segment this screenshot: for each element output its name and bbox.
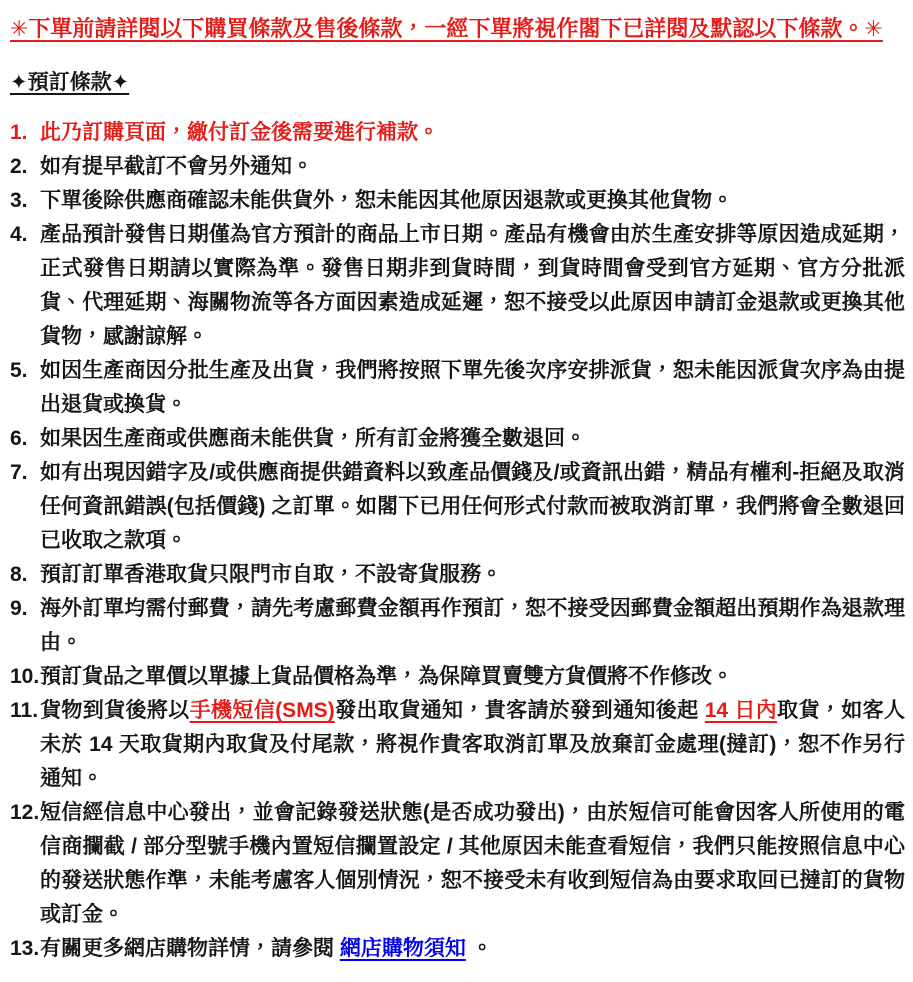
term-item	[10, 184, 905, 218]
term-number: 10.	[10, 665, 40, 688]
purchase-terms-notice: ✳下單前請詳閱以下購買條款及售後條款，一經下單將視作閣下已詳閱及默認以下條款。✳	[10, 16, 883, 41]
term-number: 9.	[10, 597, 28, 620]
term-item	[10, 218, 905, 354]
term-text: 預訂貨品之單價以單據上貨品價格為準，為保障買賣雙方貨價將不作修改。	[40, 665, 733, 688]
term-item	[10, 592, 905, 660]
term-number: 6.	[10, 427, 28, 450]
term-item	[10, 694, 905, 796]
term-number: 2.	[10, 155, 28, 178]
term-text: 產品預計發售日期僅為官方預計的商品上市日期。產品有機會由於生產安排等原因造成延期，正式發售日期請以實際為準。發售日期非到貨時間，到貨時間會受到官方延期、官方分批派貨、代理延期、海關物流等各方面因素造成延遲，恕不接受以此原因申請訂金退款或更換其他貨物，感謝諒解。	[40, 223, 905, 348]
term-number: 4.	[10, 223, 28, 246]
term-item	[10, 660, 905, 694]
term-text: 如果因生產商或供應商未能供貨，所有訂金將獲全數退回。	[40, 427, 586, 450]
term-number: 1.	[10, 121, 28, 144]
term-item	[10, 456, 905, 558]
term-text: 預訂訂單香港取貨只限門市自取，不設寄貨服務。	[40, 563, 502, 586]
term-text: 。	[465, 937, 493, 960]
term-text: 取貨，如客人未於 14 天取貨期內取貨及付尾款，將視作貴客取消訂單及放棄訂金處理(撻訂)，恕不作另行通知。	[40, 699, 905, 790]
term-number: 5.	[10, 359, 28, 382]
term-text: 貨物到貨後將以	[40, 699, 190, 722]
terms-list	[10, 116, 905, 966]
term-text: 發出取貨通知，貴客請於發到通知後起	[334, 699, 705, 722]
term-text: 如因生產商因分批生產及出貨，我們將按照下單先後次序安排派貨，恕未能因派貨次序為由提出退貨或換貨。	[40, 359, 905, 416]
term-item	[10, 150, 905, 184]
term-item	[10, 354, 905, 422]
term-number: 11.	[10, 699, 39, 722]
term-text: 此乃訂購頁面，繳付訂金後需要進行補款。	[40, 121, 439, 144]
term-item	[10, 422, 905, 456]
term-text: 海外訂單均需付郵費，請先考慮郵費金額再作預訂，恕不接受因郵費金額超出預期作為退款理由。	[40, 597, 905, 654]
term-item	[10, 932, 905, 966]
term-item	[10, 116, 905, 150]
term-text: 下單後除供應商確認未能供貨外，恕未能因其他原因退款或更換其他貨物。	[40, 189, 733, 212]
term-number: 3.	[10, 189, 28, 212]
highlighted-term-text: 手機短信(SMS)	[189, 699, 335, 722]
term-text: 有關更多網店購物詳情，請參閱	[40, 937, 340, 960]
term-item	[10, 796, 905, 932]
term-number: 7.	[10, 461, 28, 484]
term-number: 12.	[10, 801, 40, 824]
term-number: 8.	[10, 563, 28, 586]
term-item	[10, 558, 905, 592]
preorder-terms-title: ✦預訂條款✦	[10, 71, 130, 94]
term-text: 如有提早截訂不會另外通知。	[40, 155, 313, 178]
term-text: 如有出現因錯字及/或供應商提供錯資料以致產品價錢及/或資訊出錯，精品有權利-拒絕及取消任何資訊錯誤(包括價錢) 之訂單。如閣下已用任何形式付款而被取消訂單，我們將會全數退回已收取之款項。	[40, 461, 905, 552]
store-shopping-guide-link[interactable]: 網店購物須知	[339, 937, 466, 960]
term-text: 短信經信息中心發出，並會記錄發送狀態(是否成功發出)，由於短信可能會因客人所使用的電信商攔截 / 部分型號手機內置短信攔置設定 / 其他原因未能查看短信，我們只能按照信息中心的發送狀態作準，未能考慮客人個別情況，恕不接受未有收到短信為由要求取回已撻訂的貨物或訂金。	[40, 801, 905, 926]
highlighted-term-text: 14 日內	[704, 699, 778, 722]
term-number: 13.	[10, 937, 40, 960]
